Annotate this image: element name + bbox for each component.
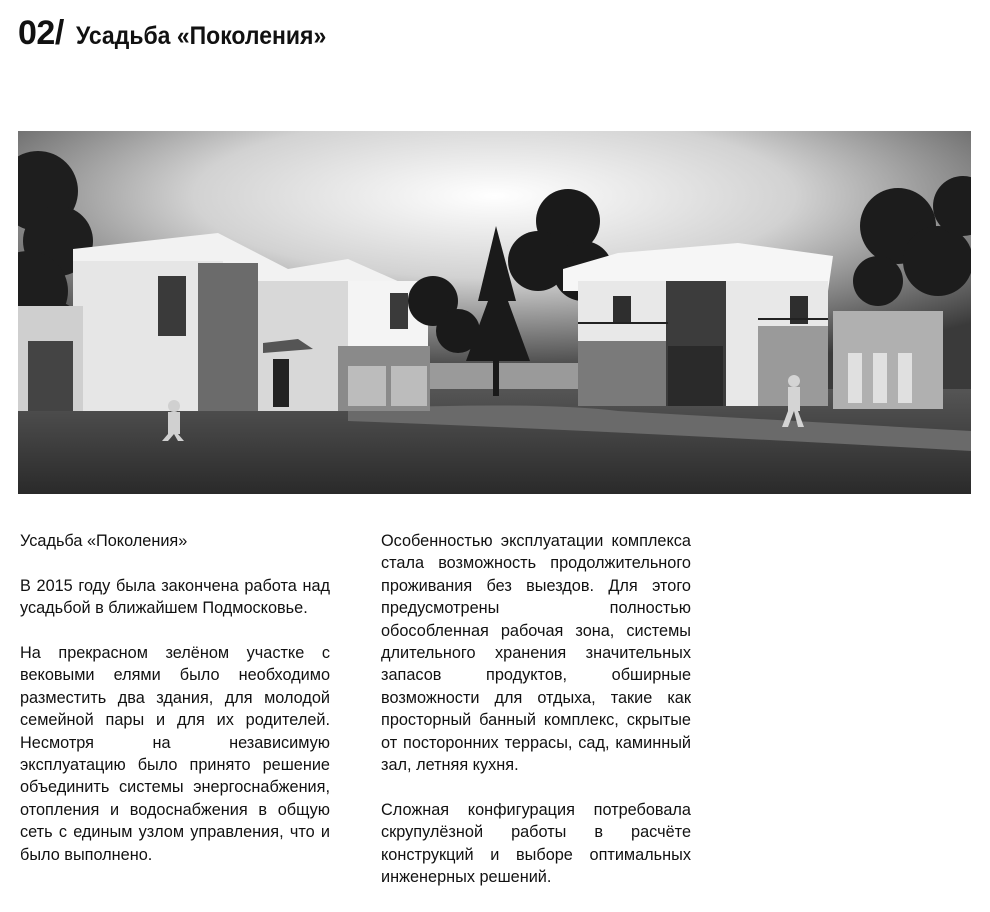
section-title: Усадьба «Поколения» — [75, 22, 327, 50]
paragraph: Сложная конфигурация потребовала скрупулёзной работы в расчёте конструкций и выборе оптимальных инженерных решений. — [381, 800, 691, 887]
section-number: 02/ — [18, 14, 64, 52]
text-column-right — [381, 530, 691, 911]
article-heading: Усадьба «Поколения» — [20, 532, 188, 550]
page-title — [18, 14, 348, 53]
architectural-render — [18, 131, 971, 494]
paragraph: В 2015 году была закончена работа над усадьбой в ближайшем Подмосковье. — [20, 576, 330, 618]
paragraph: На прекрасном зелёном участке с вековыми елями было необходимо разместить два здания, для молодой семейной пары и для их родителей. Несмотря на независимую эксплуатацию было принято решение объединить системы энергоснабжения, отопления и водоснабжения в общую сеть с единым узлом управления, что и было выполнено. — [20, 644, 330, 864]
paragraph: Особенностью эксплуатации комплекса стала возможность продолжительного проживания без выездов. Для этого предусмотрены полностью обособленная рабочая зона, системы длительного хранения значительных запасов продуктов, обширные возможности для отдыха, такие как просторный банный комплекс, скрытые от посторонних террасы, сад, каминный зал, летняя кухня. — [381, 532, 691, 775]
text-column-left — [20, 530, 330, 888]
